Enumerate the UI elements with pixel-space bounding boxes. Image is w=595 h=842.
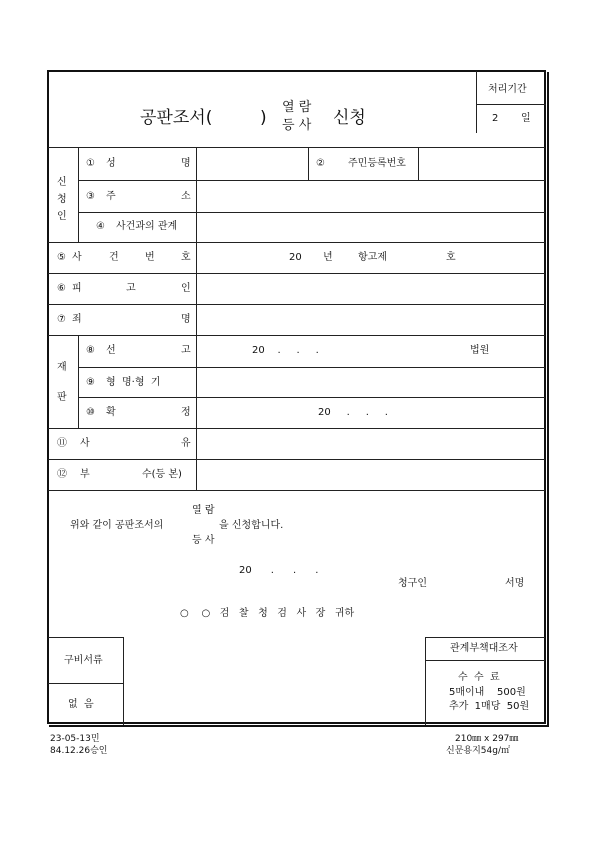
title-suffix: 신청	[333, 108, 366, 128]
row-line	[78, 212, 545, 213]
address-field[interactable]	[198, 182, 544, 211]
col-line	[196, 147, 197, 490]
addr-num: ③	[86, 191, 95, 202]
processing-value: 2	[492, 113, 499, 124]
case-label-2: 건	[109, 252, 119, 263]
addr-label-b: 소	[181, 191, 191, 202]
processing-box-mid	[476, 104, 546, 105]
sentence-date: 20 . . .	[252, 345, 319, 356]
copies-label-a: 부	[80, 469, 90, 480]
row-line	[48, 490, 545, 491]
row-line	[48, 459, 545, 460]
docs-value: 없 음	[68, 699, 94, 710]
reason-field[interactable]	[198, 430, 544, 458]
processing-unit: 일	[521, 113, 531, 124]
requester-label: 청구인	[398, 578, 427, 589]
addr-label-a: 주	[106, 191, 116, 202]
title-main: 공판조서(	[140, 108, 213, 128]
footer-approval: 84.12.26승인	[50, 746, 108, 756]
title-option-copy: 등 사	[282, 118, 312, 133]
trial-group-label-2: 판	[57, 392, 67, 403]
case-label-3: 번	[145, 252, 155, 263]
addressee: ○ ○ 검 찰 청 검 사 장 귀하	[180, 608, 355, 619]
col-line	[78, 147, 79, 242]
final-label-a: 확	[106, 407, 116, 418]
row-line	[48, 147, 545, 148]
final-field[interactable]	[198, 399, 544, 427]
defendant-label-2: 고	[126, 283, 136, 294]
sign-label: 서명	[505, 578, 525, 589]
title-option-view: 열 람	[282, 100, 312, 115]
signature-field[interactable]	[430, 572, 502, 592]
relation-field[interactable]	[198, 214, 544, 241]
officer-box-mid	[425, 660, 545, 661]
row-line	[48, 273, 545, 274]
case-label-1: 사	[72, 252, 82, 263]
row-line	[48, 304, 545, 305]
relation-num: ④	[96, 221, 105, 232]
docs-box-top	[48, 637, 123, 638]
statement-date: 20 . . .	[239, 565, 319, 576]
footer-paper-type: 신문용지54g/㎡	[446, 746, 510, 756]
fee-title: 수 수 료	[458, 672, 500, 683]
sentence-label-b: 고	[181, 345, 191, 356]
sentence-num: ⑧	[86, 345, 95, 356]
copies-num: ⑫	[57, 469, 67, 480]
reason-num: ⑪	[57, 438, 67, 449]
footer-form-code: 23-05-13민	[50, 734, 100, 744]
copies-label-b: 수(등 본)	[142, 469, 182, 480]
case-suffix: 호	[446, 252, 456, 263]
form-title	[140, 108, 212, 128]
crime-label-a: 죄	[72, 314, 82, 325]
relation-label: 사건과의 관계	[116, 221, 178, 232]
case-year-unit: 년	[323, 252, 333, 263]
sentence-court: 법원	[470, 345, 490, 356]
docs-box-right	[123, 637, 124, 725]
fee-line-2: 추가 1매당 50원	[449, 701, 530, 712]
crime-field[interactable]	[198, 306, 544, 334]
name-label-b: 명	[181, 158, 191, 169]
statement-prefix: 위와 같이 공판조서의	[70, 520, 164, 531]
row-line	[78, 397, 545, 398]
penalty-num: ⑨	[86, 377, 95, 388]
processing-box-left	[476, 71, 477, 133]
name-field[interactable]	[198, 149, 307, 179]
defendant-label-1: 피	[72, 283, 82, 294]
copies-field[interactable]	[198, 461, 544, 489]
reason-label-a: 사	[80, 438, 90, 449]
row-line	[78, 180, 545, 181]
case-label-4: 호	[181, 252, 191, 263]
case-num: ⑤	[57, 252, 66, 263]
defendant-num: ⑥	[57, 283, 66, 294]
final-label-b: 정	[181, 407, 191, 418]
row-line	[78, 367, 545, 368]
frame-shadow-right	[547, 72, 549, 726]
defendant-field[interactable]	[198, 275, 544, 303]
sentence-field[interactable]	[198, 337, 544, 366]
docs-box-mid	[48, 683, 123, 684]
col-line	[418, 147, 419, 180]
processing-label: 처리기간	[488, 84, 527, 95]
name-label-a: 성	[106, 158, 116, 169]
case-year-prefix: 20	[289, 252, 302, 263]
frame-shadow-bottom	[49, 725, 549, 727]
sentence-label-a: 선	[106, 345, 116, 356]
final-date: 20 . . .	[318, 407, 388, 418]
fee-line-1: 5매이내 500원	[449, 687, 526, 698]
footer-paper-size: 210㎜ x 297㎜	[455, 734, 519, 744]
officer-box-top	[425, 637, 545, 638]
statement-suffix: 을 신청합니다.	[219, 520, 284, 531]
penalty-field[interactable]	[198, 369, 544, 396]
statement-opt-view: 열 람	[192, 505, 215, 516]
row-line	[48, 335, 545, 336]
officer-label: 관계부책대조자	[450, 643, 518, 654]
crime-label-b: 명	[181, 314, 191, 325]
case-middle: 항고제	[358, 252, 387, 263]
penalty-label: 형 명·형 기	[106, 377, 161, 388]
title-paren-close: )	[260, 108, 267, 128]
officer-box-left	[425, 637, 426, 725]
rrn-field[interactable]	[420, 149, 544, 179]
rrn-label: 주민등록번호	[348, 158, 406, 169]
col-line	[308, 147, 309, 180]
row-line	[48, 242, 545, 243]
col-line	[78, 335, 79, 428]
docs-label: 구비서류	[64, 655, 103, 666]
name-num: ①	[86, 158, 95, 169]
statement-opt-copy: 등 사	[192, 535, 215, 546]
defendant-label-3: 인	[181, 283, 191, 294]
crime-num: ⑦	[57, 314, 66, 325]
final-num: ⑩	[86, 407, 95, 418]
trial-group-label-1: 재	[57, 362, 67, 373]
rrn-num: ②	[316, 158, 325, 169]
case-number-field[interactable]	[198, 244, 544, 272]
reason-label-b: 유	[181, 438, 191, 449]
row-line	[48, 428, 545, 429]
applicant-group-label: 신 청 인	[57, 177, 67, 222]
